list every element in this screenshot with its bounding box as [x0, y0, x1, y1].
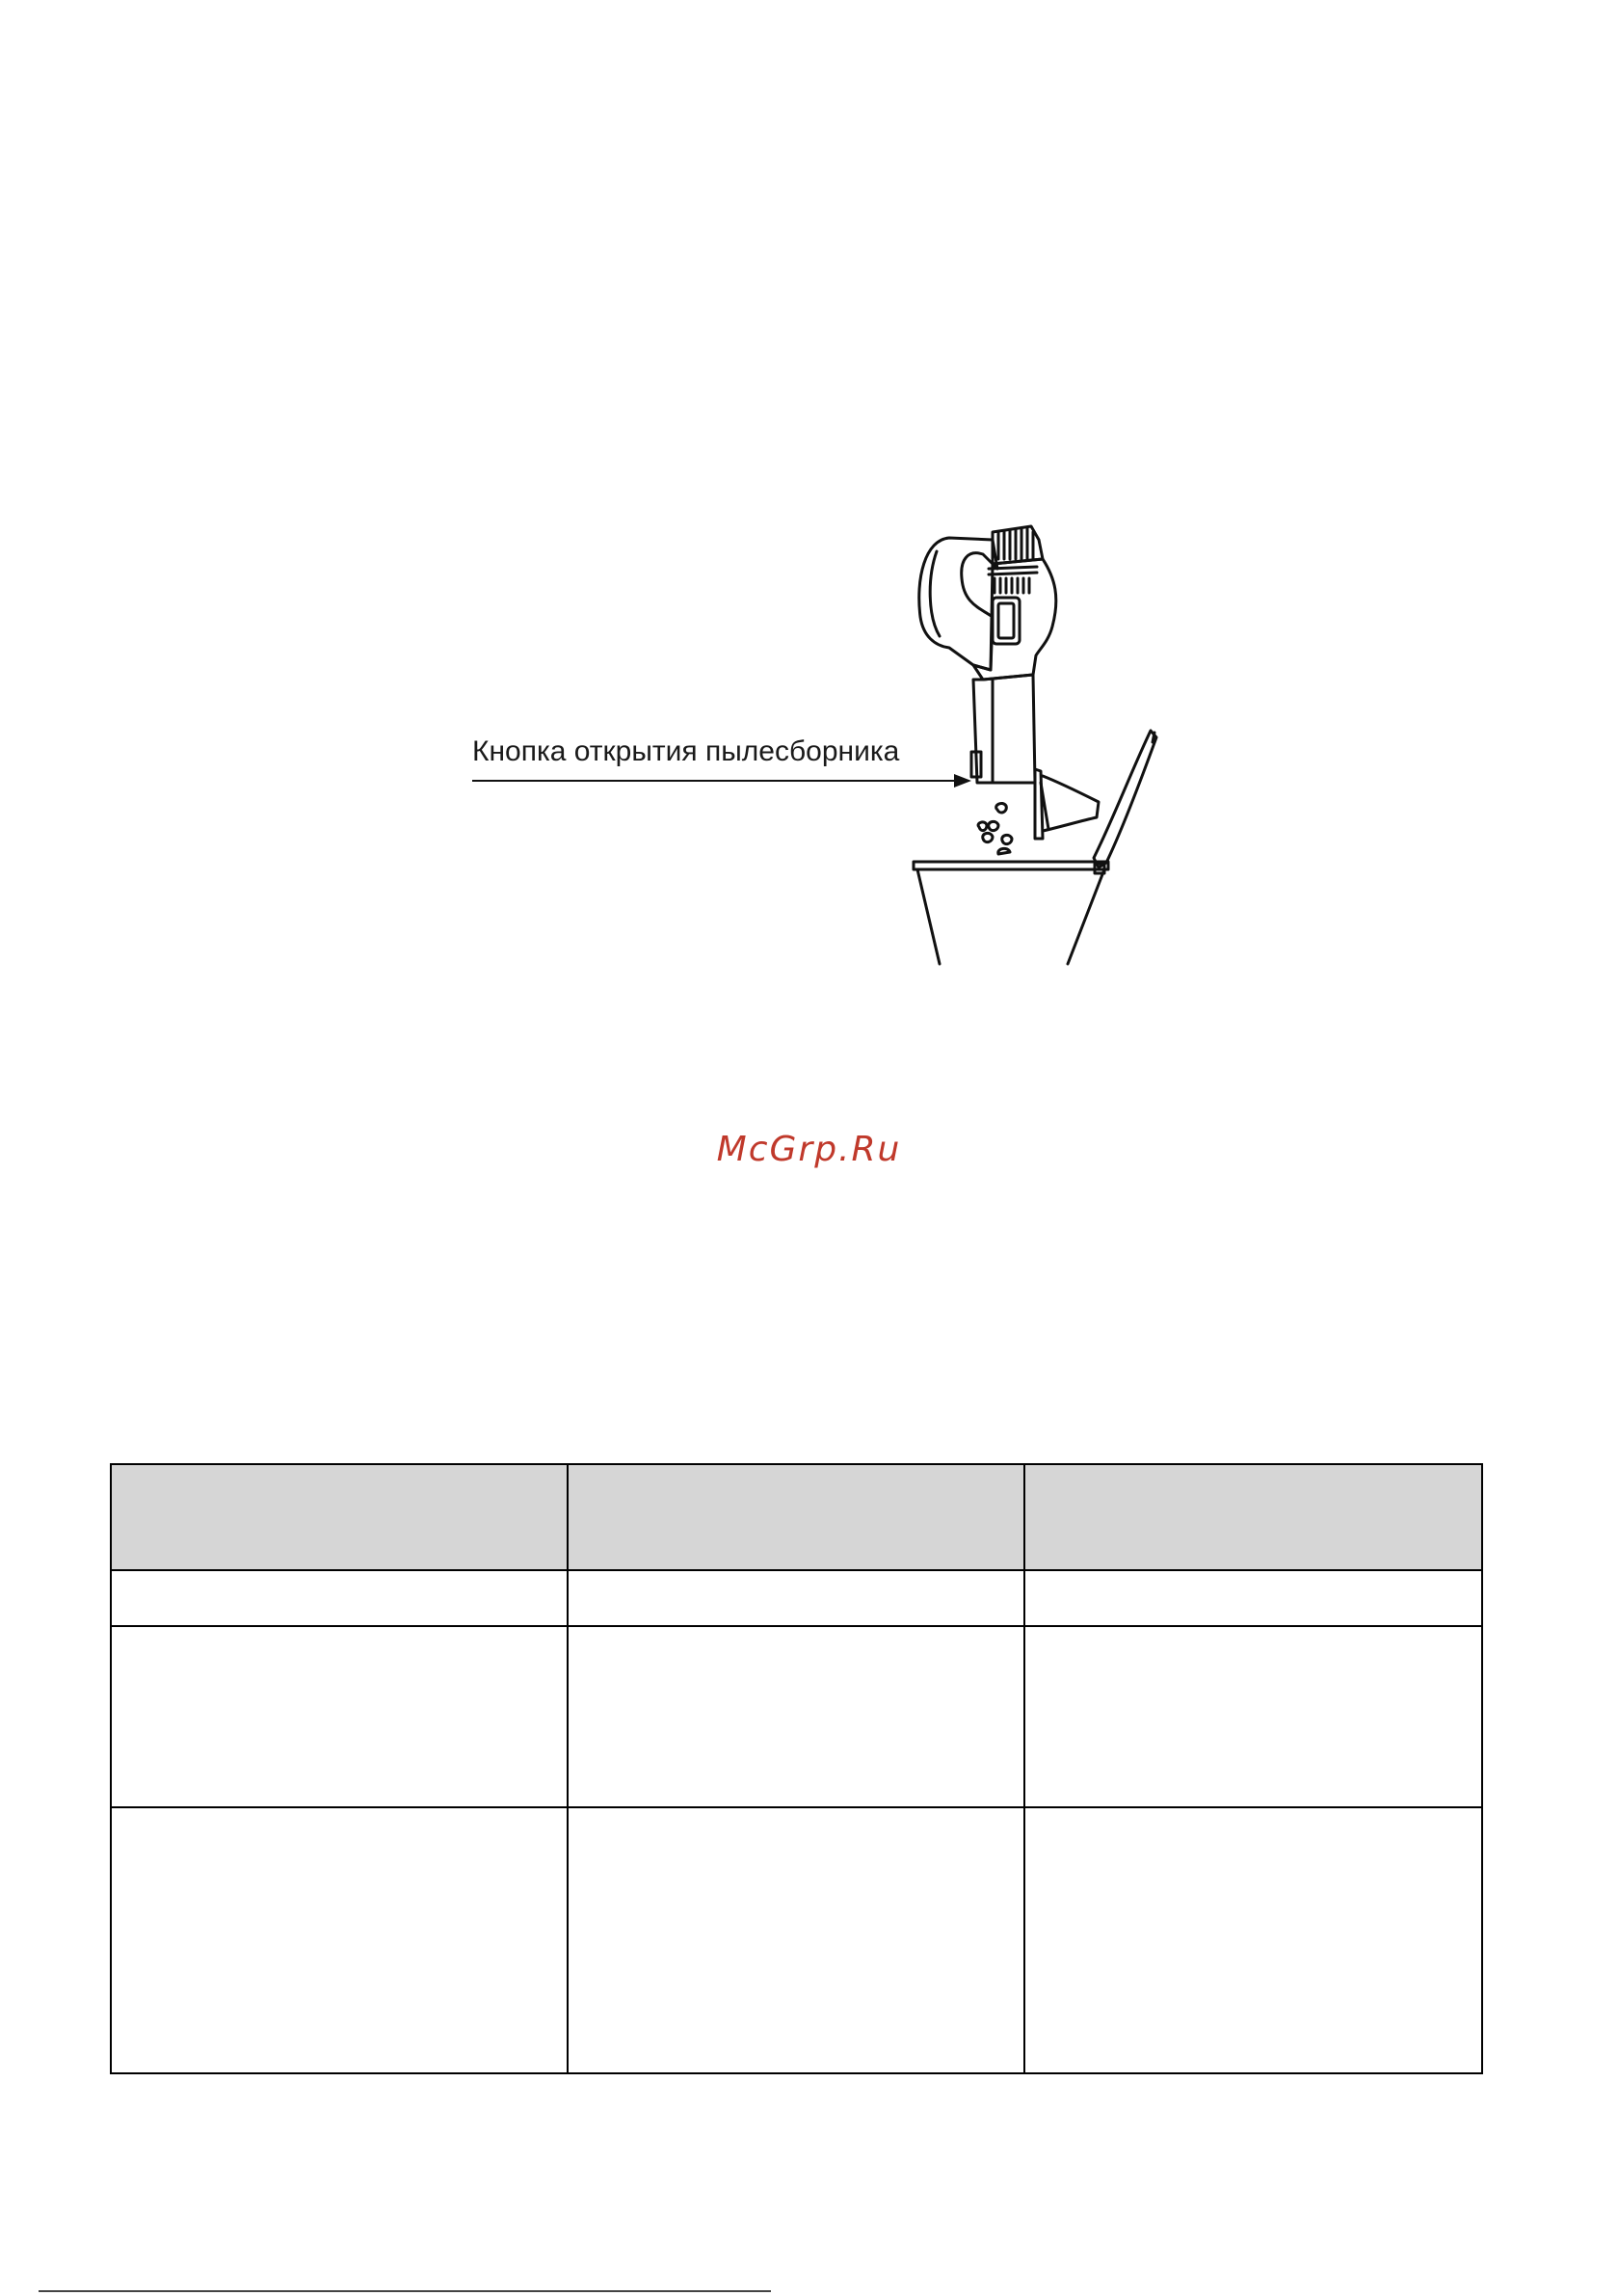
table-row	[111, 1570, 1482, 1626]
table-header-cell	[568, 1464, 1024, 1570]
table-header-cell	[111, 1464, 568, 1570]
callout-arrow	[954, 774, 971, 788]
footer-rule	[39, 2290, 771, 2292]
spec-table	[110, 1463, 1483, 2074]
vacuum-illustration	[0, 0, 1618, 1022]
table-row	[111, 1807, 1482, 2073]
table-cell	[568, 1570, 1024, 1626]
dust-cup	[973, 675, 1035, 783]
callout-label: Кнопка открытия пылесборника	[472, 735, 900, 767]
table-header-cell	[1024, 1464, 1482, 1570]
table-cell	[111, 1570, 568, 1626]
trash-bin-lid	[1094, 731, 1156, 868]
vacuum-dustbin-icon	[0, 0, 1618, 1022]
vacuum-motor-top	[993, 526, 1043, 564]
table-cell	[1024, 1626, 1482, 1807]
table-row	[111, 1626, 1482, 1807]
spec-table-wrapper	[110, 1463, 1481, 2074]
table-cell	[568, 1807, 1024, 2073]
dust-cup-lid	[1035, 769, 1043, 839]
table-cell	[111, 1807, 568, 2073]
table-cell	[111, 1626, 568, 1807]
watermark: McGrp.Ru	[716, 1130, 902, 1169]
table-cell	[1024, 1570, 1482, 1626]
trash-bin	[914, 862, 1108, 869]
table-header-row	[111, 1464, 1482, 1570]
table-cell	[568, 1626, 1024, 1807]
table-cell	[1024, 1807, 1482, 2073]
